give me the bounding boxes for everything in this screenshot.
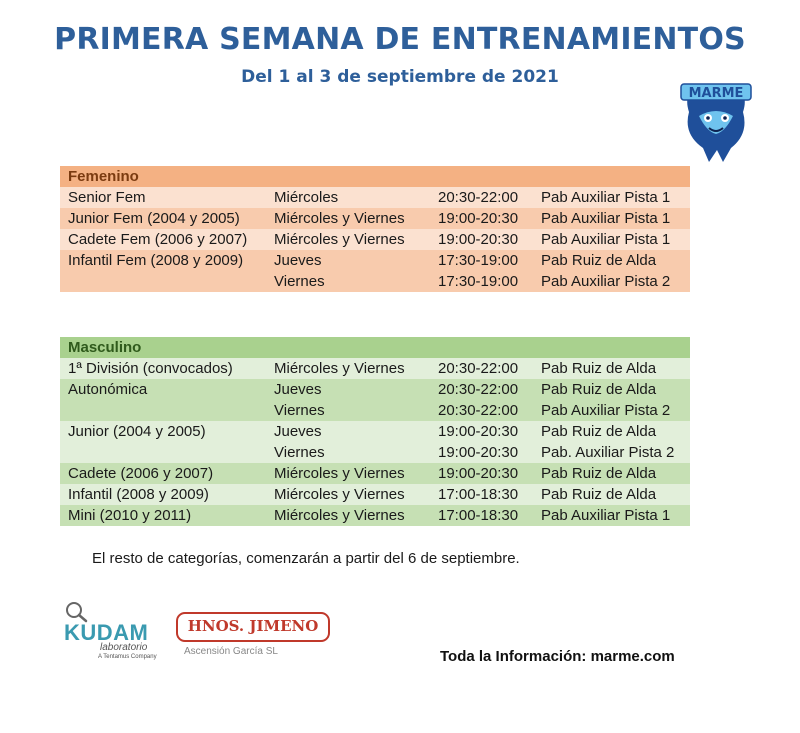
venue-cell: Pab Ruiz de Alda [541,486,657,503]
venue-cell: Pab Auxiliar Pista 1 [541,231,671,248]
days-cell: Miércoles y Viernes [274,486,405,503]
table-row [60,379,690,400]
kudam-lab: laboratorio [100,642,148,653]
footer-info: Toda la Información: marme.com [440,648,675,665]
venue-cell: Pab Ruiz de Alda [541,252,657,269]
venue-cell: Pab Ruiz de Alda [541,465,657,482]
category-cell: Mini (2010 y 2011) [68,507,192,524]
time-cell: 17:00-18:30 [438,507,519,524]
category-cell: Senior Fem [68,189,146,206]
femenino-table [60,166,690,292]
category-cell: 1ª División (convocados) [68,360,233,377]
table-row [60,229,690,250]
venue-cell: Pab Auxiliar Pista 1 [541,210,671,227]
venue-cell: Pab. Auxiliar Pista 2 [541,444,675,461]
days-cell: Viernes [274,273,325,290]
time-cell: 20:30-22:00 [438,360,519,377]
days-cell: Jueves [274,381,322,398]
category-cell: Cadete (2006 y 2007) [68,465,214,482]
jimeno-name: HNOS. JIMENO [187,617,319,635]
table-row [60,250,690,271]
venue-cell: Pab Ruiz de Alda [541,360,657,377]
femenino-heading: Femenino [60,166,690,187]
table-row [60,358,690,379]
masculino-table [60,337,690,526]
time-cell: 19:00-20:30 [438,423,519,440]
kudam-sub: A Tentamus Company [98,654,157,660]
days-cell: Miércoles y Viernes [274,210,405,227]
masculino-heading: Masculino [60,337,690,358]
kudam-name: KUDAM [64,620,149,645]
days-cell: Miércoles y Viernes [274,231,405,248]
venue-cell: Pab Auxiliar Pista 2 [541,402,671,419]
table-row [60,505,690,526]
time-cell: 17:30-19:00 [438,252,519,269]
page-title: PRIMERA SEMANA DE ENTRENAMIENTOS [54,22,746,57]
days-cell: Viernes [274,402,325,419]
days-cell: Jueves [274,252,322,269]
table-row [60,463,690,484]
venue-cell: Pab Auxiliar Pista 2 [541,273,671,290]
days-cell: Miércoles y Viernes [274,465,405,482]
table-row [60,484,690,505]
table-row [60,421,690,442]
time-cell: 20:30-22:00 [438,402,519,419]
time-cell: 17:30-19:00 [438,273,519,290]
time-cell: 19:00-20:30 [438,444,519,461]
days-cell: Miércoles y Viernes [274,360,405,377]
days-cell: Miércoles [274,189,339,206]
time-cell: 19:00-20:30 [438,231,519,248]
time-cell: 19:00-20:30 [438,465,519,482]
table-row [60,442,690,463]
days-cell: Jueves [274,423,322,440]
venue-cell: Pab Auxiliar Pista 1 [541,189,671,206]
days-cell: Viernes [274,444,325,461]
jimeno-sub: Ascensión García SL [184,646,278,657]
jimeno-logo [176,612,336,662]
days-cell: Miércoles y Viernes [274,507,405,524]
category-cell: Cadete Fem (2006 y 2007) [68,231,248,248]
page-subtitle: Del 1 al 3 de septiembre de 2021 [241,67,559,87]
table-row [60,208,690,229]
category-cell: Infantil Fem (2008 y 2009) [68,252,244,269]
note-text: El resto de categorías, comenzarán a partir del 6 de septiembre. [92,550,520,567]
venue-cell: Pab Ruiz de Alda [541,423,657,440]
time-cell: 17:00-18:30 [438,486,519,503]
table-row [60,187,690,208]
category-cell: Junior Fem (2004 y 2005) [68,210,240,227]
kudam-logo [62,600,162,662]
category-cell: Junior (2004 y 2005) [68,423,206,440]
time-cell: 20:30-22:00 [438,189,519,206]
venue-cell: Pab Ruiz de Alda [541,381,657,398]
venue-cell: Pab Auxiliar Pista 1 [541,507,671,524]
marme-logo [675,72,757,164]
table-row [60,271,690,292]
time-cell: 20:30-22:00 [438,381,519,398]
marme-logo-text: MARME [688,86,744,101]
category-cell: Infantil (2008 y 2009) [68,486,209,503]
time-cell: 19:00-20:30 [438,210,519,227]
table-row [60,400,690,421]
category-cell: Autonómica [68,381,148,398]
